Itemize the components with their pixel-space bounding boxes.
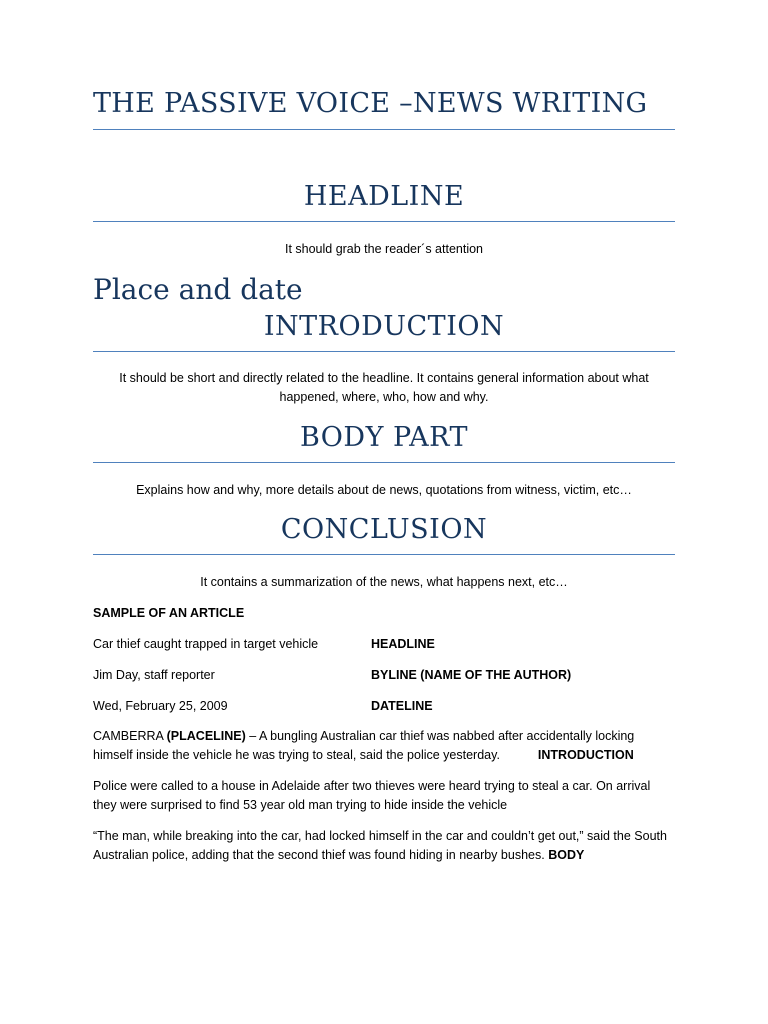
body-part-description: Explains how and why, more details about de news, quotations from witness, victim, etc…	[136, 483, 632, 497]
sample-row-left: Car thief caught trapped in target vehicle	[93, 637, 319, 651]
placeline-city: CAMBERRA	[93, 729, 164, 743]
conclusion-heading: CONCLUSION	[280, 514, 488, 545]
sample-row-left: Wed, February 25, 2009	[93, 699, 228, 713]
sample-row-tag: HEADLINE	[371, 637, 435, 651]
place-date-heading: Place and date	[93, 273, 303, 306]
conclusion-rule	[93, 554, 675, 555]
introduction-rule	[93, 351, 675, 352]
sample-row-byline	[93, 666, 675, 685]
sample-paragraph-body-1: Police were called to a house in Adelaide after two thieves were heard trying to steal a car. On arrival they were surprised to find 53 year old man trying to hide inside the vehicle	[93, 779, 651, 812]
conclusion-description: It contains a summarization of the news, what happens next, etc…	[200, 575, 568, 589]
intro-text: – A bungling Australian car thief was nabbed after accidentally locking himself inside the vehicle he was trying to steal, said the police yesterday.	[93, 729, 635, 762]
headline-rule	[93, 221, 675, 222]
document-title: THE PASSIVE VOICE –NEWS WRITING	[93, 88, 648, 119]
sample-paragraph-body-2	[93, 827, 675, 865]
sample-row-left: Jim Day, staff reporter	[93, 668, 215, 682]
body-part-rule	[93, 462, 675, 463]
body-part-heading: BODY PART	[299, 422, 469, 453]
sample-row-tag: BYLINE (NAME OF THE AUTHOR)	[371, 668, 572, 682]
headline-description: It should grab the reader´s attention	[284, 242, 484, 256]
sample-label: SAMPLE OF AN ARTICLE	[93, 606, 245, 620]
intro-tag: INTRODUCTION	[537, 748, 634, 762]
sample-paragraph-intro	[93, 727, 675, 765]
introduction-description: It should be short and directly related to the headline. It contains general information about what happened, where, who, how and why.	[119, 371, 649, 404]
introduction-heading: INTRODUCTION	[263, 311, 505, 342]
headline-heading: HEADLINE	[303, 181, 465, 212]
title-rule	[93, 129, 675, 130]
sample-row-tag: DATELINE	[371, 699, 433, 713]
sample-row-dateline	[93, 697, 675, 716]
placeline-tag: (PLACELINE)	[166, 729, 246, 743]
body-tag: BODY	[548, 848, 585, 862]
body-text: “The man, while breaking into the car, had locked himself in the car and couldn’t get out,” said the South Australian police, adding that the second thief was found hiding in nearby bushes.	[93, 829, 667, 862]
sample-row-headline	[93, 635, 675, 654]
